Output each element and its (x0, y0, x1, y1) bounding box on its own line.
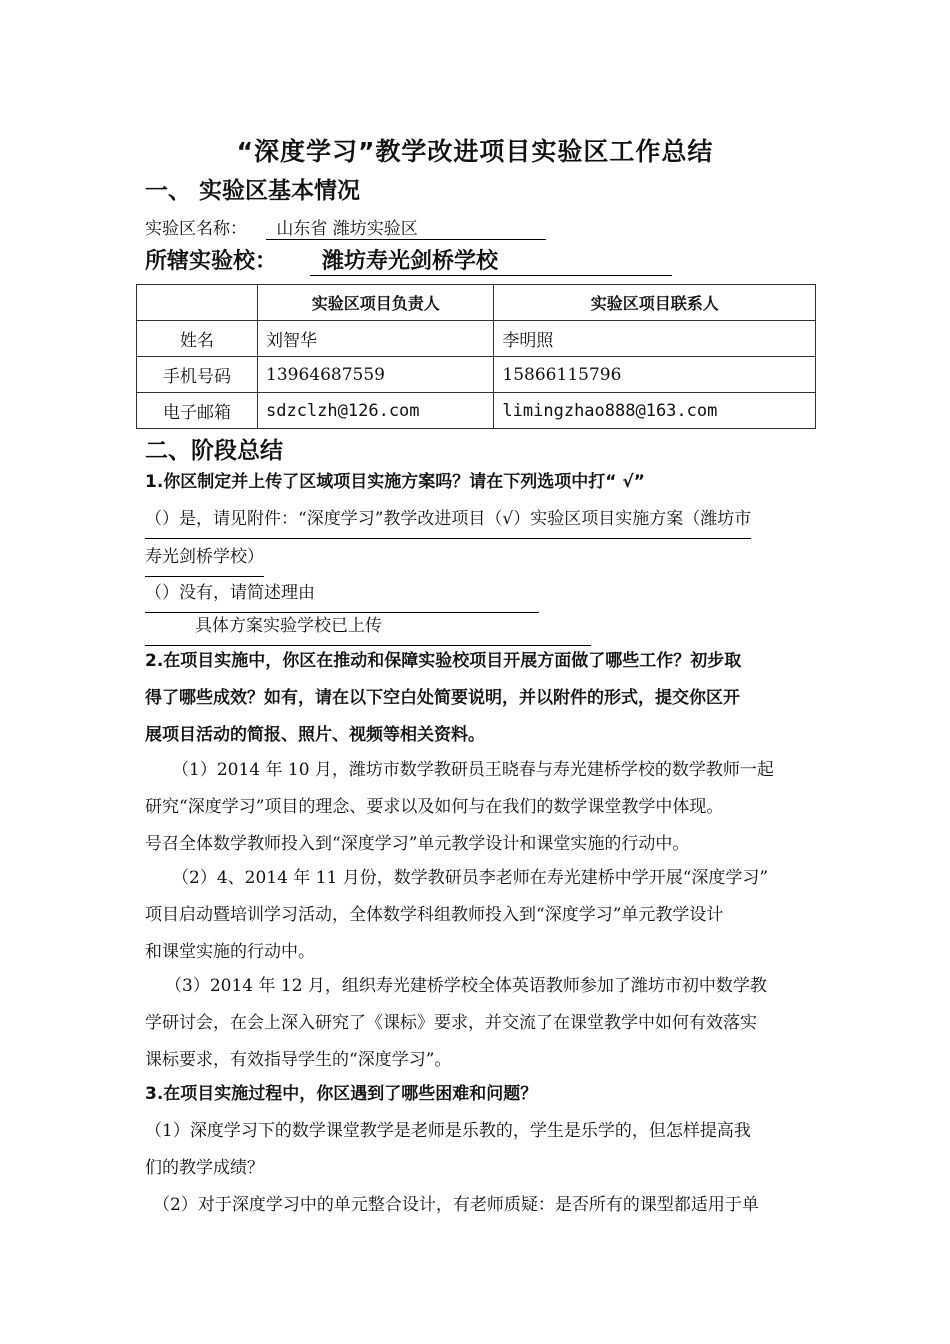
q2-answer-1 (145, 752, 810, 863)
table-header-cell: 实验区项目联系人 (494, 285, 816, 321)
contact-phone: 15866115796 (494, 357, 816, 393)
answer-line: 学研讨会，在会上深入研究了《课标》要求，并交流了在课堂教学中如何有效落实 (145, 1013, 757, 1033)
lead-phone: 13964687559 (258, 357, 494, 393)
question-3: 3.在项目实施过程中，你区遇到了哪些困难和问题？ (145, 1084, 538, 1104)
table-header-cell: 实验区项目负责人 (258, 285, 494, 321)
table-header-cell (137, 285, 258, 321)
table-row (137, 321, 816, 357)
question-2-line: 2.在项目实施中，你区在推动和保障实验校项目开展方面做了哪些工作？初步取 (145, 651, 742, 671)
table-row (137, 393, 816, 429)
section-2-heading: 二、阶段总结 (145, 438, 283, 464)
school-label: 所辖实验校： (145, 249, 278, 274)
q3-answers (145, 1113, 810, 1224)
question-2-line: 得了哪些成效？如有，请在以下空白处简要说明，并以附件的形式，提交你区开 (145, 688, 740, 708)
answer-line: 号召全体数学教师投入到“深度学习”单元教学设计和课堂实施的行动中。 (145, 834, 690, 854)
row-label: 姓名 (137, 321, 258, 357)
contact-table (136, 284, 816, 429)
q1-no-text: （）没有，请简述理由 (145, 575, 539, 613)
question-2-line: 展项目活动的简报、照片、视频等相关资料。 (145, 725, 485, 745)
answer-line: 研究“深度学习”项目的理念、要求以及如何与在我们的数学课堂教学中体现。 (145, 797, 724, 817)
row-label: 手机号码 (137, 357, 258, 393)
school-row (145, 244, 672, 276)
q2-answer-3 (145, 968, 810, 1079)
area-name-value: 山东省 潍坊实验区 (266, 214, 546, 240)
answer-line: 们的教学成绩？ (145, 1158, 264, 1178)
school-value: 潍坊寿光剑桥学校 (310, 244, 672, 276)
table-header-row (137, 285, 816, 321)
area-name-row (145, 214, 546, 240)
area-name-label: 实验区名称： (145, 219, 247, 239)
answer-line: （2）对于深度学习中的单元整合设计，有老师质疑：是否所有的课型都适用于单 (153, 1195, 759, 1215)
q1-yes-line (145, 539, 810, 577)
contact-name: 李明照 (494, 321, 816, 357)
q1-yes-option (145, 501, 810, 577)
q1-reason (145, 608, 810, 646)
answer-line: 课标要求，有效指导学生的“深度学习”。 (145, 1050, 452, 1070)
answer-line: 和课堂实施的行动中。 (145, 942, 315, 962)
q1-yes-line (145, 501, 810, 539)
answer-line: 项目启动暨培训学习活动，全体数学科组教师投入到“深度学习”单元教学设计 (145, 905, 724, 925)
answer-line: （3）2014 年 12 月，组织寿光建桥学校全体英语教师参加了潍坊市初中数学教 (165, 976, 767, 996)
table-row (137, 357, 816, 393)
answer-line: （1）2014 年 10 月，潍坊市数学教研员王晓春与寿光建桥学校的数学教师一起 (172, 760, 774, 780)
question-2 (145, 643, 810, 754)
lead-name: 刘智华 (258, 321, 494, 357)
row-label: 电子邮箱 (137, 393, 258, 429)
answer-line: （2）4、2014 年 11 月份，数学教研员李老师在寿光建桥中学开展“深度学习” (172, 868, 769, 888)
q1-yes-text: （）是，请见附件：“深度学习”教学改进项目（√）实验区项目实施方案（潍坊市 (145, 501, 751, 539)
q1-yes-text-2: 寿光剑桥学校） (145, 539, 264, 577)
section-1-heading: 一、 实验区基本情况 (145, 178, 361, 204)
question-1: 1.你区制定并上传了区域项目实施方案吗？请在下列选项中打“ √” (145, 472, 645, 492)
lead-email: sdzclzh@126.com (258, 393, 494, 429)
q1-reason-text: 具体方案实验学校已上传 (145, 608, 591, 646)
document-title: “深度学习”教学改进项目实验区工作总结 (236, 137, 714, 166)
answer-line: （1）深度学习下的数学课堂教学是老师是乐教的，学生是乐学的，但怎样提高我 (145, 1121, 751, 1141)
contact-email: limingzhao888@163.com (494, 393, 816, 429)
q2-answer-2 (145, 860, 810, 971)
